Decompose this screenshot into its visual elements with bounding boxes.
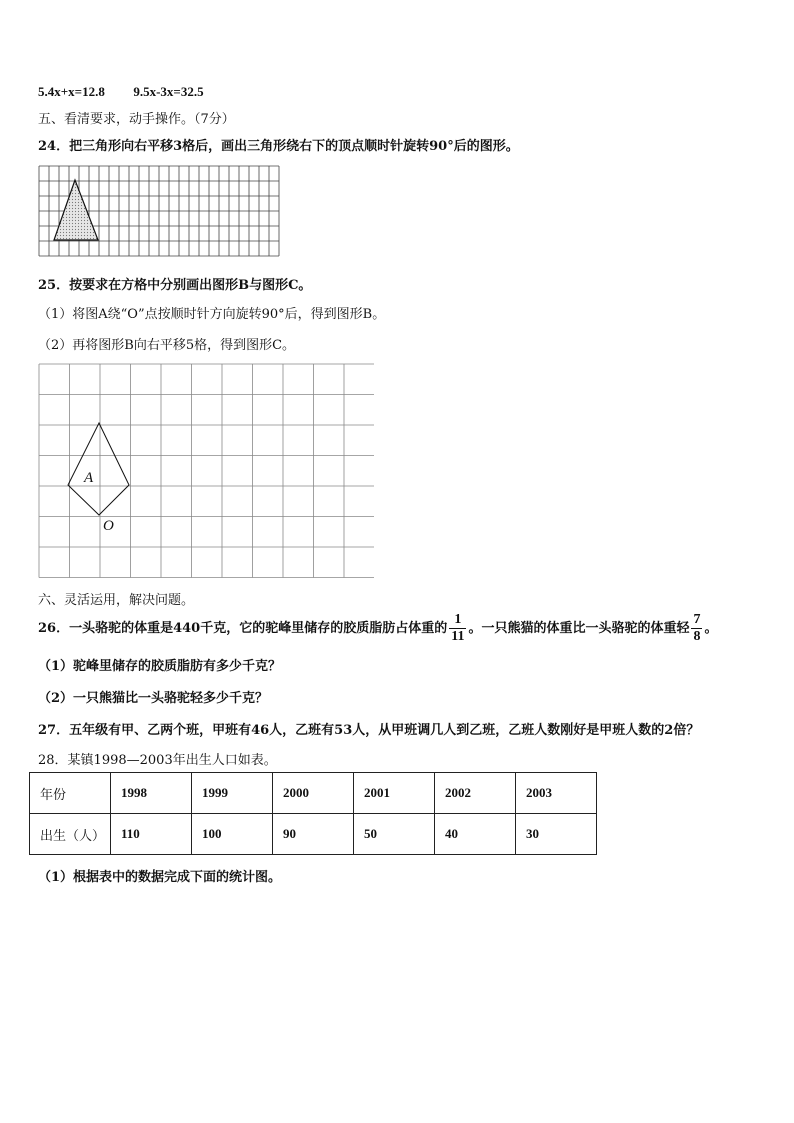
fraction-denominator: 8 (693, 629, 701, 644)
equation-1: 5.4x+x=12.8 (38, 84, 105, 99)
fraction-7-8 (691, 612, 702, 645)
table-cell: 110 (111, 814, 192, 855)
question-26-text-b: 。一只熊猫的体重比一头骆驼的体重轻 (468, 621, 690, 636)
question-28-part-1: （1）根据表中的数据完成下面的统计图。 (38, 870, 282, 885)
table-cell: 50 (354, 814, 435, 855)
question-24: 24．把三角形向右平移3格后，画出三角形绕右下的顶点顺时针旋转90°后的图形。 (38, 139, 519, 154)
table-cell: 出生（人） (30, 814, 111, 855)
fraction-numerator: 1 (449, 612, 466, 629)
q24-triangle (54, 180, 98, 240)
fraction-numerator: 7 (693, 612, 701, 627)
question-25-part-1: （1）将图A绕“O”点按顺时针方向旋转90°后，得到图形B。 (38, 307, 386, 322)
shape-a-label: A (84, 470, 94, 486)
question-28: 28．某镇1998—2003年出生人口如表。 (38, 753, 277, 768)
table-row (30, 814, 597, 855)
question-25-part-2: （2）再将图形B向右平移5格，得到图形C。 (38, 338, 296, 353)
fraction-1-11 (449, 612, 466, 645)
fraction-denominator: 11 (451, 629, 465, 644)
question-26-text-c: 。 (704, 621, 718, 636)
table-cell: 年份 (30, 773, 111, 814)
question-26-part-1: （1）驼峰里储存的胶质脂肪有多少千克？ (38, 659, 282, 674)
point-o-label: O (103, 518, 114, 534)
question-25: 25．按要求在方格中分别画出图形B与图形C。 (38, 278, 312, 293)
question-26-text-a: 26．一头骆驼的体重是440千克，它的驼峰里储存的胶质脂肪占体重的 (38, 621, 448, 636)
section-6-heading: 六、灵活运用，解决问题。 (38, 593, 195, 608)
question-26-part-2: （2）一只熊猫比一头骆驼轻多少千克？ (38, 691, 269, 706)
population-table (29, 772, 597, 855)
section-5-heading: 五、看清要求，动手操作。（7分） (38, 112, 235, 127)
table-cell: 40 (435, 814, 516, 855)
question-26 (38, 612, 718, 645)
table-cell: 2003 (516, 773, 597, 814)
equation-2: 9.5x-3x=32.5 (133, 84, 204, 99)
shape-a-kite (68, 423, 129, 515)
equation-line (38, 84, 204, 100)
table-cell: 2001 (354, 773, 435, 814)
table-cell: 90 (273, 814, 354, 855)
table-cell: 2000 (273, 773, 354, 814)
table-cell: 2002 (435, 773, 516, 814)
table-cell: 30 (516, 814, 597, 855)
q24-grid-figure (38, 165, 280, 257)
table-cell: 1998 (111, 773, 192, 814)
question-27: 27．五年级有甲、乙两个班，甲班有46人，乙班有53人，从甲班调几人到乙班，乙班人数刚好是甲班人数的2倍？ (38, 723, 700, 738)
table-cell: 1999 (192, 773, 273, 814)
table-cell: 100 (192, 814, 273, 855)
table-header-row (30, 773, 597, 814)
